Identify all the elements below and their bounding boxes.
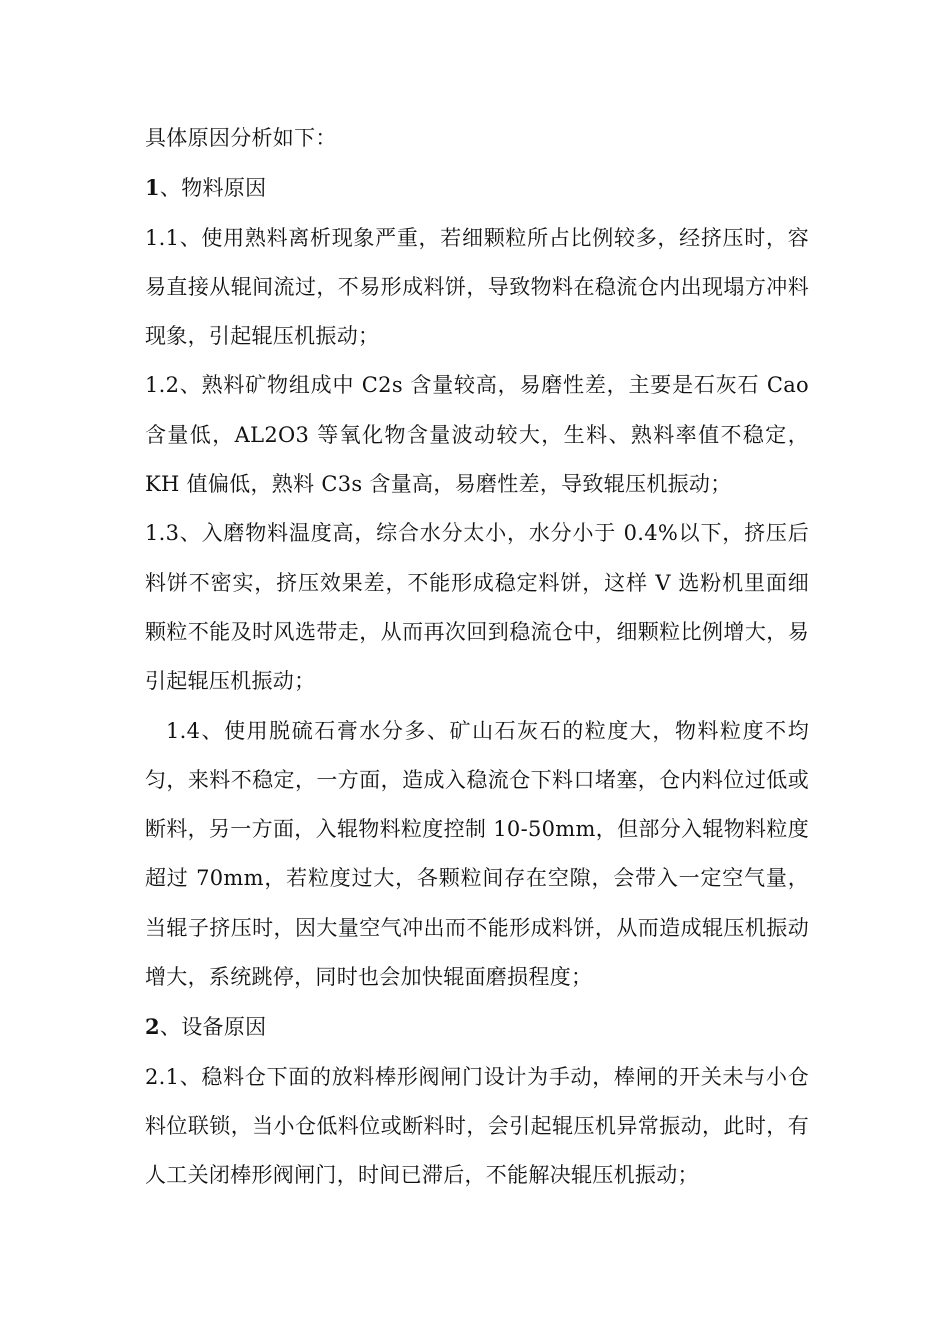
- section-1-heading: [145, 163, 809, 213]
- document-body: [145, 114, 809, 1201]
- paragraph-1-2: 1.2、熟料矿物组成中 C2s 含量较高，易磨性差，主要是石灰石 Cao 含量低，AL2O3 等氧化物含量波动较大，生料、熟料率值不稳定，KH 值偏低，熟料 C3s 含量高，易磨性差，导致辊压机振动；: [145, 373, 809, 497]
- paragraph-1-1: 1.1、使用熟料离析现象严重，若细颗粒所占比例较多，经挤压时，容易直接从辊间流过，不易形成料饼，导致物料在稳流仓内出现塌方冲料现象，引起辊压机振动；: [145, 225, 809, 349]
- section-2-number: 2: [145, 1014, 160, 1040]
- paragraph-1-3: 1.3、入磨物料温度高，综合水分太小，水分小于 0.4%以下，挤压后料饼不密实，挤压效果差，不能形成稳定料饼，这样 V 选粉机里面细颗粒不能及时风选带走，从而再次回到稳流仓中，细颗粒比例增大，易引起辊压机振动；: [145, 521, 809, 694]
- paragraph-1-4: 1.4、使用脱硫石膏水分多、矿山石灰石的粒度大，物料粒度不均匀，来料不稳定，一方面，造成入稳流仓下料口堵塞，仓内料位过低或断料，另一方面，入辊物料粒度控制 10-50mm，但部分入辊物料粒度超过 70mm，若粒度过大，各颗粒间存在空隙，会带入一定空气量，当辊子挤压时，因大量空气冲出而不能形成料饼，从而造成辊压机振动增大，系统跳停，同时也会加快辊面磨损程度；: [145, 718, 809, 990]
- section-1-title: 、物料原因: [159, 176, 267, 201]
- section-1-number: 1: [145, 175, 160, 201]
- intro-paragraph: 具体原因分析如下：: [145, 126, 337, 150]
- section-2-title: 、设备原因: [159, 1015, 267, 1040]
- section-2-heading: [145, 1002, 809, 1052]
- paragraph-2-1: 2.1、稳料仓下面的放料棒形阀闸门设计为手动，棒闸的开关未与小仓料位联锁，当小仓低料位或断料时，会引起辊压机异常振动，此时，有人工关闭棒形阀闸门，时间已滞后，不能解决辊压机振动；: [145, 1064, 809, 1188]
